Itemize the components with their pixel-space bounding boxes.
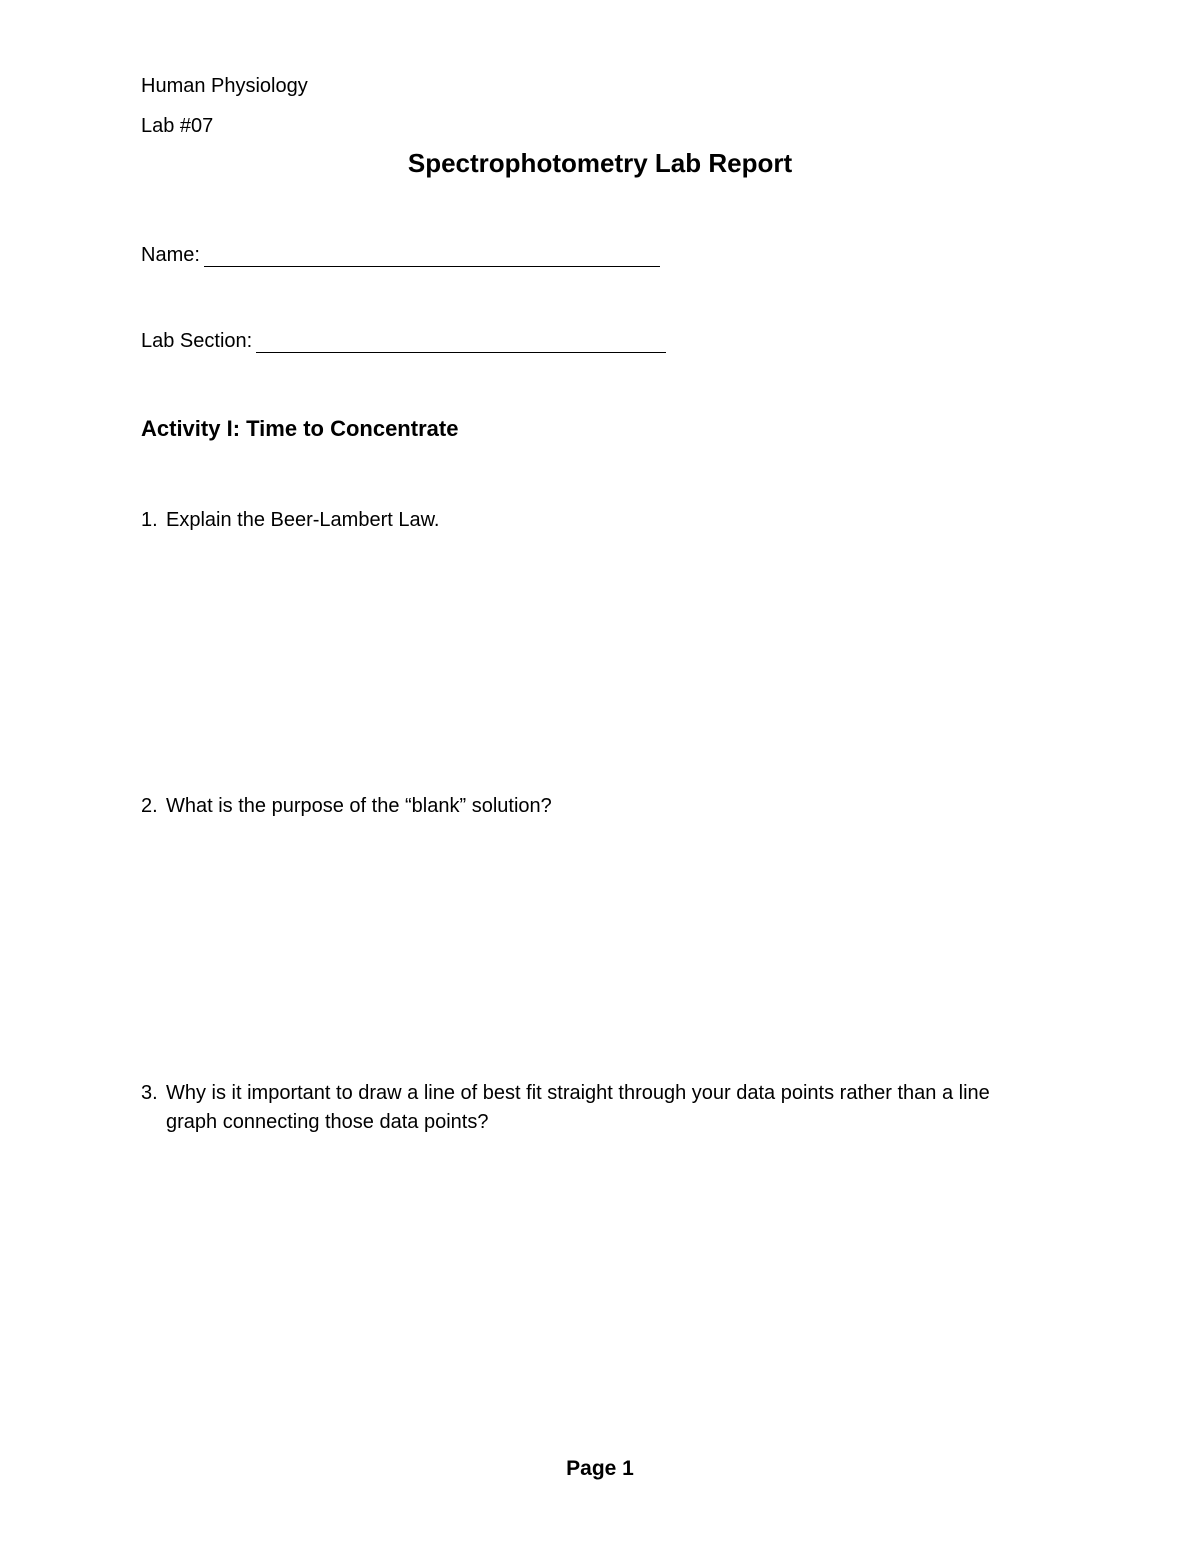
- name-label: Name:: [141, 244, 200, 266]
- course-name: Human Physiology: [141, 75, 308, 97]
- name-field[interactable]: [141, 243, 660, 267]
- question-item: [141, 792, 1041, 821]
- lab-section-field[interactable]: [141, 329, 666, 353]
- page-title: Spectrophotometry Lab Report: [407, 148, 793, 178]
- question-number: 2.: [141, 795, 158, 817]
- lab-number: Lab #07: [141, 115, 214, 137]
- question-text: Explain the Beer-Lambert Law.: [166, 509, 440, 531]
- question-number: 3.: [141, 1082, 158, 1104]
- question-number: 1.: [141, 509, 158, 531]
- page-number: Page 1: [566, 1457, 634, 1480]
- question-item: [141, 506, 1041, 535]
- name-blank-line[interactable]: [204, 246, 660, 267]
- lab-section-blank-line[interactable]: [256, 332, 666, 353]
- question-item: [141, 1079, 1041, 1137]
- lab-section-label: Lab Section:: [141, 330, 253, 352]
- question-text: Why is it important to draw a line of best fit straight through your data points rather than a line graph connecting those data points?: [166, 1082, 990, 1133]
- activity-heading: Activity I: Time to Concentrate: [141, 416, 459, 441]
- question-text: What is the purpose of the “blank” solution?: [166, 795, 552, 817]
